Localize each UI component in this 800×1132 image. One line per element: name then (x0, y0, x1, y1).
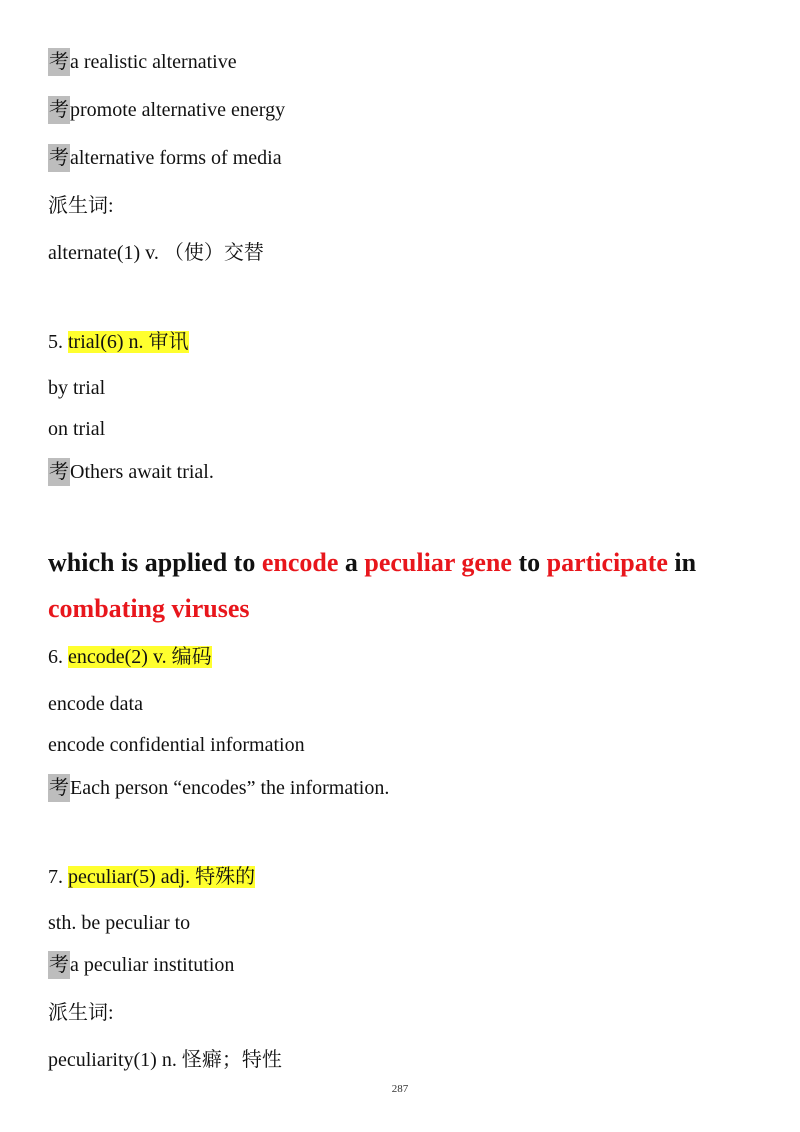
exam-tag: 考 (48, 144, 70, 172)
line-text: a realistic alternative (70, 51, 237, 73)
sentence-text: to (511, 548, 547, 577)
phrase-by-trial: by trial (48, 377, 106, 399)
phrase-peculiar-to: sth. be peculiar to (48, 912, 191, 934)
entry-headword: encode(2) v. 编码 (68, 646, 212, 668)
entry-number: 6. (48, 646, 68, 668)
entry-headword: peculiar(5) adj. 特殊的 (68, 866, 256, 888)
line-text: Each person “encodes” the information. (70, 777, 390, 799)
phrase-encode-data: encode data (48, 693, 143, 715)
sentence-text: which is applied to (48, 548, 262, 577)
derivative-peculiarity: peculiarity(1) n. 怪癖；特性 (48, 1049, 282, 1071)
line-example-realistic (48, 48, 237, 76)
entry-7-heading (48, 863, 255, 891)
entry-headword: trial(6) n. 审讯 (68, 331, 189, 353)
exam-tag: 考 (48, 458, 70, 486)
line-text: alternative forms of media (70, 147, 282, 169)
exam-tag: 考 (48, 774, 70, 802)
keyword: encode (261, 548, 339, 577)
page-number: 287 (391, 1083, 409, 1095)
line-text: promote alternative energy (70, 99, 286, 121)
derivative-alternate: alternate(1) v. （使）交替 (48, 242, 264, 264)
keyword: peculiar gene (364, 548, 512, 577)
derivative-label: 派生词: (48, 195, 114, 217)
line-text: a peculiar institution (70, 954, 235, 976)
exam-tag: 考 (48, 48, 70, 76)
entry-5-heading (48, 328, 189, 356)
exam-tag: 考 (48, 951, 70, 979)
entry-number: 7. (48, 866, 68, 888)
line-example-institution (48, 951, 234, 979)
entry-number: 5. (48, 331, 68, 353)
line-example-encodes (48, 774, 389, 802)
exam-tag: 考 (48, 96, 70, 124)
line-text: Others await trial. (70, 461, 214, 483)
entry-6-heading (48, 643, 212, 671)
line-example-await (48, 458, 214, 486)
key-sentence-line-1 (48, 543, 696, 583)
phrase-encode-confidential: encode confidential information (48, 734, 305, 756)
derivative-label: 派生词: (48, 1002, 114, 1024)
phrase-on-trial: on trial (48, 418, 106, 440)
line-example-promote (48, 96, 285, 124)
keyword: participate (546, 548, 668, 577)
sentence-text: a (338, 548, 365, 577)
sentence-text: in (667, 548, 697, 577)
line-example-forms (48, 144, 282, 172)
key-sentence-line-2: combating viruses (48, 594, 250, 623)
